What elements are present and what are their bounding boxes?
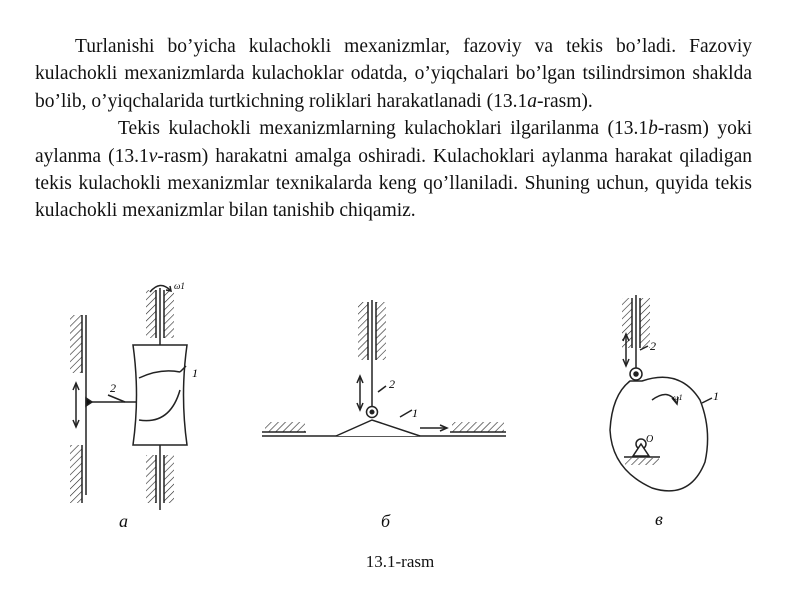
diagram-b-translating-cam <box>262 300 506 436</box>
diagram-a-spatial-cam <box>70 285 187 510</box>
diagram-v-rotating-cam <box>610 295 712 491</box>
figure-ref-a: a <box>527 90 537 112</box>
paragraph-1-text: Turlanishi bo’yicha kulachokli mexanizmlar, fazoviy va tekis bo’ladi. Fazoviy kulachokli mexanizmlarda kulachoklar odatda, o’yiqchalari bo’lgan tsilindrsimon shaklda bo’lib, o’yiqchalarida turtkichning roliklari harakatlanadi (13.1 <box>35 36 752 112</box>
figure-label-a: a <box>119 511 128 531</box>
figure-13-1 <box>0 278 800 518</box>
ground-hatch-left-b <box>265 422 305 432</box>
paragraph-2-middle: -rasm) yoki aylanma (13.1 <box>35 118 752 167</box>
figure-caption: 13.1-rasm <box>365 552 435 571</box>
omega-label-a: ω1 <box>174 281 185 291</box>
link-1-label-v: 1 <box>713 389 719 403</box>
omega-label-v: ω1 <box>673 393 683 402</box>
link-2-label-b: 2 <box>389 377 395 391</box>
link-1-label-b: 1 <box>412 406 418 420</box>
link-2-label-a: 2 <box>110 381 116 395</box>
figure-label-b: б <box>381 511 391 531</box>
paragraph-2 <box>35 115 752 225</box>
paragraph-2-text: Tekis kulachokli mexanizmlarning kulachoklari ilgarilanma (13.1 <box>118 118 649 140</box>
link-2-label-v: 2 <box>650 339 656 353</box>
figure-ref-v: v <box>148 145 158 167</box>
paragraph-1-end: -rasm). <box>536 90 593 112</box>
paragraph-2-end: -rasm) harakatni amalga oshiradi. Kulachoklari aylanma harakat qiladigan tekis kulachokli mexanizmlar texnikalarda keng qo’llaniladi. Shuning uchun, quyida tekis kulachokli mexanizmlar bilan tanishib chiqamiz. <box>35 145 752 222</box>
paragraph-1 <box>35 33 752 115</box>
figure-ref-b: b <box>648 118 658 140</box>
guide-hatch-top-a <box>70 315 82 373</box>
ground-hatch-right-b <box>452 422 504 432</box>
disc-cam-v <box>610 377 708 491</box>
link-1-label-a: 1 <box>192 366 198 380</box>
guide-hatch-bottom-a <box>70 445 82 503</box>
translating-cam-b <box>336 420 420 436</box>
body-text <box>35 33 752 225</box>
pivot-label-v: O <box>646 434 654 445</box>
figure-label-v: в <box>655 509 663 529</box>
